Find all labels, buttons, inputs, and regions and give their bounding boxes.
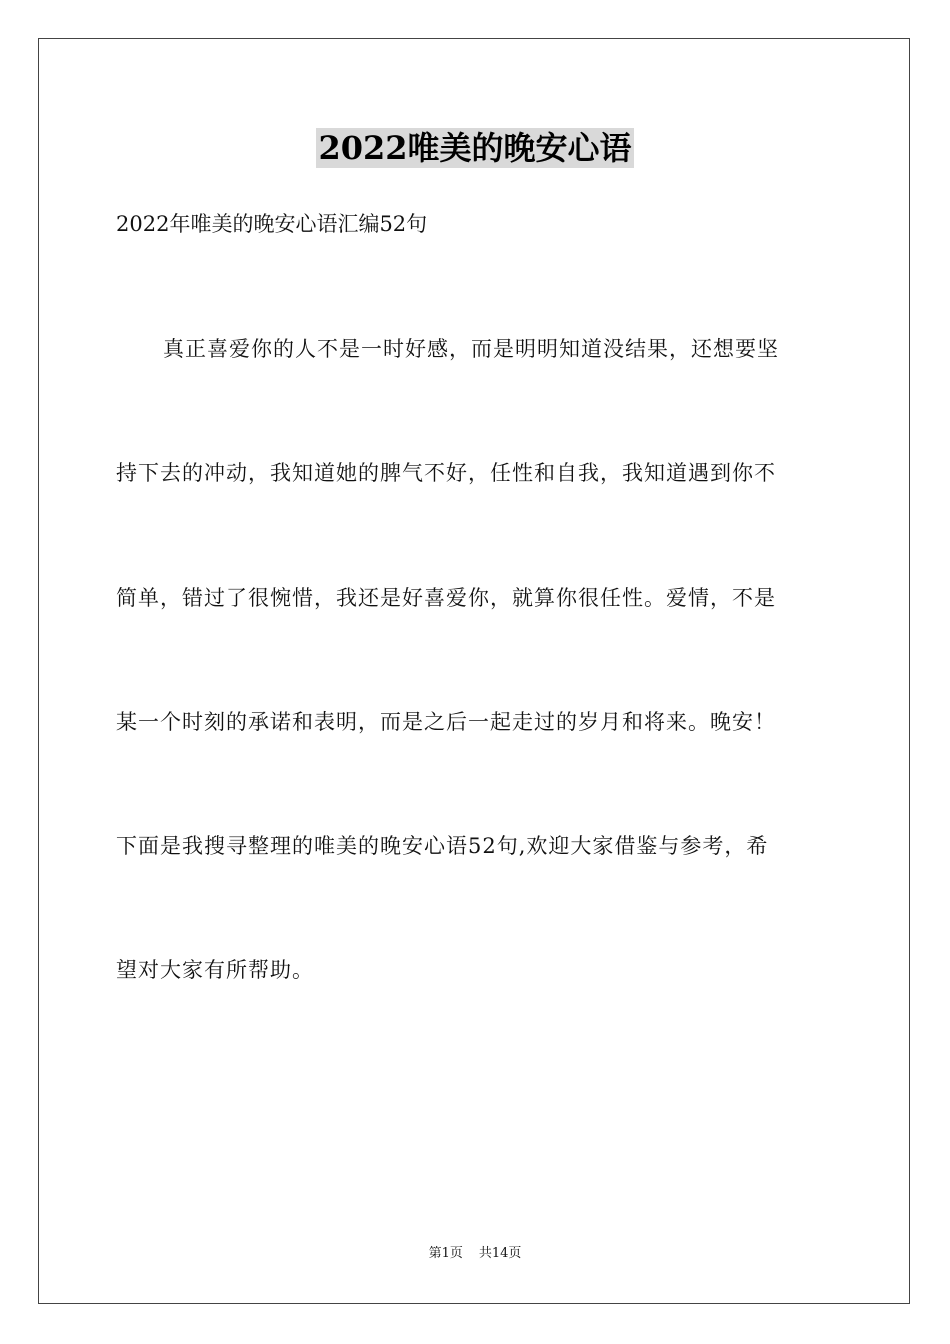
body-line: 持下去的冲动，我知道她的脾气不好，任性和自我，我知道遇到你不 [116,461,776,485]
page-total: 共14页 [478,1246,522,1261]
body-line: 下面是我搜寻整理的唯美的晚安心语52句,欢迎大家借鉴与参考，希 [116,834,769,858]
page-number: 第1页 [428,1246,463,1261]
title-container [0,128,950,168]
page-footer [0,1245,950,1263]
document-title: 2022唯美的晚安心语 [318,129,632,167]
document-subtitle: 2022年唯美的晚安心语汇编52句 [116,212,428,236]
body-line: 真正喜爱你的人不是一时好感，而是明明知道没结果，还想要坚 [163,337,779,361]
body-line: 某一个时刻的承诺和表明，而是之后一起走过的岁月和将来。晚安！ [116,710,776,734]
body-line: 望对大家有所帮助。 [116,958,314,982]
body-line: 简单，错过了很惋惜，我还是好喜爱你，就算你很任性。爱情，不是 [116,586,776,610]
